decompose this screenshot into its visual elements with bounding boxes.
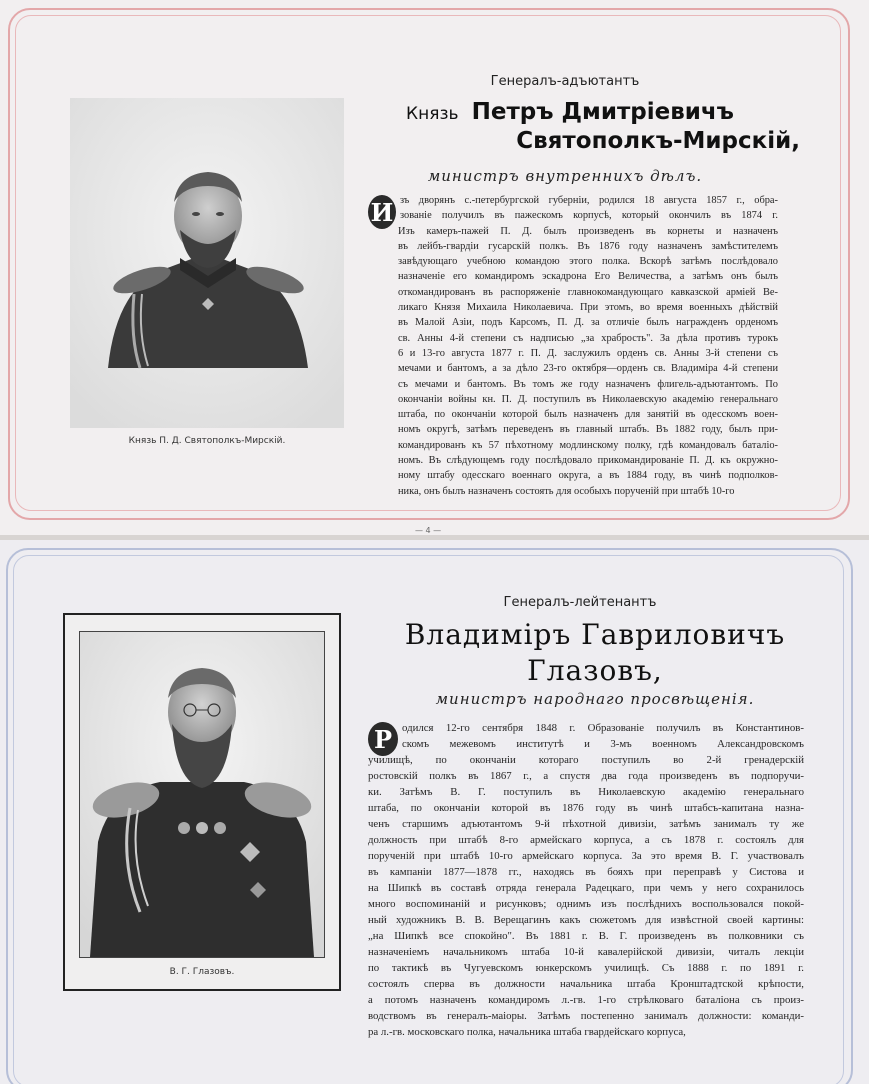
- text-line: по тактикѣ въ Чугуевскомъ юнкерскомъ училищѣ. Съ 1888 г. по 1891 г.: [368, 962, 804, 974]
- text-line: Изъ камеръ-пажей П. Д. былъ произведенъ въ корнеты и назначенъ: [398, 225, 778, 237]
- text-line: состоялъ сперва въ должности начальника штаба Кронштадтской крѣпости,: [368, 978, 804, 990]
- text-line: завѣдующаго учебною командою этого полка. Вскорѣ затѣмъ послѣдовало: [398, 256, 778, 268]
- text-line: мечами и бантомъ, а за дѣло 23-го октября—орденъ св. Владиміра 4-й степени: [398, 363, 778, 375]
- drop-cap: И: [368, 195, 396, 229]
- text-line: ника, онъ былъ назначенъ состоять для особыхъ порученій при штабѣ 10-го: [398, 485, 735, 497]
- portrait-photo-mirsky: [70, 98, 344, 428]
- rank-title: Генералъ-лейтенантъ: [503, 595, 657, 610]
- text-line: командированъ къ 57 пѣхотному модлинскому полку, гдѣ командовалъ баталіо-: [398, 439, 778, 451]
- text-line: училищѣ, по окончаніи котораго поступилъ во 2-й гренадерскій: [368, 754, 804, 766]
- drop-cap: Р: [368, 722, 398, 756]
- text-line: одился 12-го сентября 1848 г. Образованіе получилъ въ Константинов-: [402, 722, 804, 734]
- name-line-2: Глазовъ,: [527, 654, 663, 687]
- text-line: ростовскій полкъ въ 1867 г., а спустя два года произведенъ въ подпоручи-: [368, 770, 804, 782]
- text-line: ному штабу одесскаго военнаго округа, а въ 1884 году, въ чинѣ подполков-: [398, 470, 778, 482]
- text-line: „на Шипкѣ все спокойно". Въ 1881 г. В. Г. произведенъ въ полковники съ: [368, 930, 804, 942]
- text-line: въ Малой Азіи, подъ Карсомъ, П. Д. за отличіе былъ награжденъ орденомъ: [398, 317, 778, 329]
- name-line-1: Владиміръ Гавриловичъ: [404, 618, 786, 651]
- text-line: водствомъ въ генералъ-маіоры. Затѣмъ постепенно занималъ должности: команди-: [368, 1010, 804, 1022]
- name-given: Петръ Дмитріевичъ: [471, 99, 734, 125]
- text-line: зованіе получилъ въ пажескомъ корпусѣ, который окончилъ въ 1874 г.: [400, 210, 778, 222]
- text-line: а потомъ назначенъ командиромъ л.-гв. 1-го стрѣлковаго баталіона съ произ-: [368, 994, 804, 1006]
- page-top: [0, 0, 869, 535]
- page-number: — 4 —: [415, 526, 442, 535]
- text-line: номъ округѣ, затѣмъ переведенъ въ главный штабъ. Въ 1882 году, былъ при-: [398, 424, 778, 436]
- text-line: окончаніи войны кн. П. Д. поступилъ въ Николаевскую академію генеральнаго: [398, 393, 778, 405]
- page-bottom: [0, 540, 869, 1084]
- text-line: ченъ старшимъ адъютантомъ 9-й пѣхотной дивизіи, затѣмъ занималъ ту же: [368, 818, 804, 830]
- ministry-title: министръ народнаго просвѣщенія.: [435, 690, 755, 708]
- text-line: ный художникъ В. В. Верещагинъ какъ сюжетомъ для извѣстной своей картины:: [368, 914, 804, 926]
- biography-text: [398, 193, 778, 499]
- text-line: штаба, по окончаніи которой въ 1876 году въ чинѣ штабсъ-капитана назна-: [368, 802, 804, 814]
- text-line: скомъ межевомъ институтѣ и 3-мъ военномъ Александровскомъ: [402, 738, 804, 750]
- text-line: порученій при штабѣ 10-го армейскаго корпуса. За это время В. Г. участвовалъ: [368, 850, 804, 862]
- text-line: назначеніемъ начальникомъ штаба 10-й кавалерійской дивизіи, читалъ лекціи: [368, 946, 804, 958]
- text-line: въ кампаніи 1877—1878 гг., находясь въ бояхъ при переправѣ у Систова и: [368, 866, 804, 878]
- text-line: на Шипкѣ въ составѣ отряда генерала Радецкаго, при чемъ у него сохранилось: [368, 882, 804, 894]
- text-line: ра л.-гв. московскаго полка, начальника штаба гвардейскаго корпуса,: [368, 1026, 686, 1038]
- text-line: номъ. Въ слѣдующемъ году послѣдовало прикомандированіе П. Д. къ окружно-: [398, 455, 778, 467]
- portrait-photo-glazov: [79, 631, 325, 958]
- name-prefix: Князь: [406, 104, 459, 124]
- biography-text: [368, 720, 804, 1040]
- text-line: должность при штабѣ 8-го армейскаго корпуса, а съ 1878 г. состоялъ для: [368, 834, 804, 846]
- name-line-1: [370, 99, 770, 125]
- ministry-title: министръ внутреннихъ дѣлъ.: [427, 167, 703, 185]
- portrait-frame-glazov: [63, 613, 341, 991]
- text-line: зъ дворянъ с.-петербургской губерніи, родился 18 августа 1857 г., обра-: [400, 195, 778, 206]
- text-line: 6 и 13-го августа 1877 г. П. Д. заслужилъ орденъ св. Анны 3-й степени съ: [398, 347, 778, 359]
- text-line: ки. Затѣмъ В. Г. поступилъ въ Николаевскую академію генеральнаго: [368, 786, 804, 798]
- photo-caption: Князь П. Д. Святополкъ-Мирскій.: [128, 436, 286, 446]
- text-line: штаба, по окончаніи которой былъ назначенъ для занятій въ одесскомъ воен-: [398, 409, 778, 421]
- text-line: назначеніе его командиромъ эскадрона Его Величества, а затѣмъ онъ былъ: [398, 271, 778, 283]
- text-line: съ мечами и бантомъ. Въ томъ же году назначенъ флигель-адъютантомъ. По: [398, 378, 778, 390]
- name-line-2: Святополкъ-Мирскій,: [516, 128, 800, 154]
- rank-title: Генералъ-адъютантъ: [490, 74, 640, 89]
- text-line: въ лейбъ-гвардіи гусарскій полкъ. Въ 1876 году назначенъ замѣстителемъ: [398, 240, 778, 252]
- text-line: откомандированъ въ распоряженіе главнокомандующаго кавказской арміей Ве-: [398, 286, 778, 298]
- text-line: св. Анны 4-й степени съ надписью „за храбрость". За дѣла противъ турокъ: [398, 332, 778, 344]
- text-line: ликаго Князя Михаила Николаевича. При этомъ, во время военныхъ дѣйствій: [398, 302, 778, 314]
- photo-caption: В. Г. Глазовъ.: [169, 967, 235, 977]
- text-line: много воспоминаній и рисунковъ; однимъ изъ послѣднихъ воспользовался покой-: [368, 898, 804, 910]
